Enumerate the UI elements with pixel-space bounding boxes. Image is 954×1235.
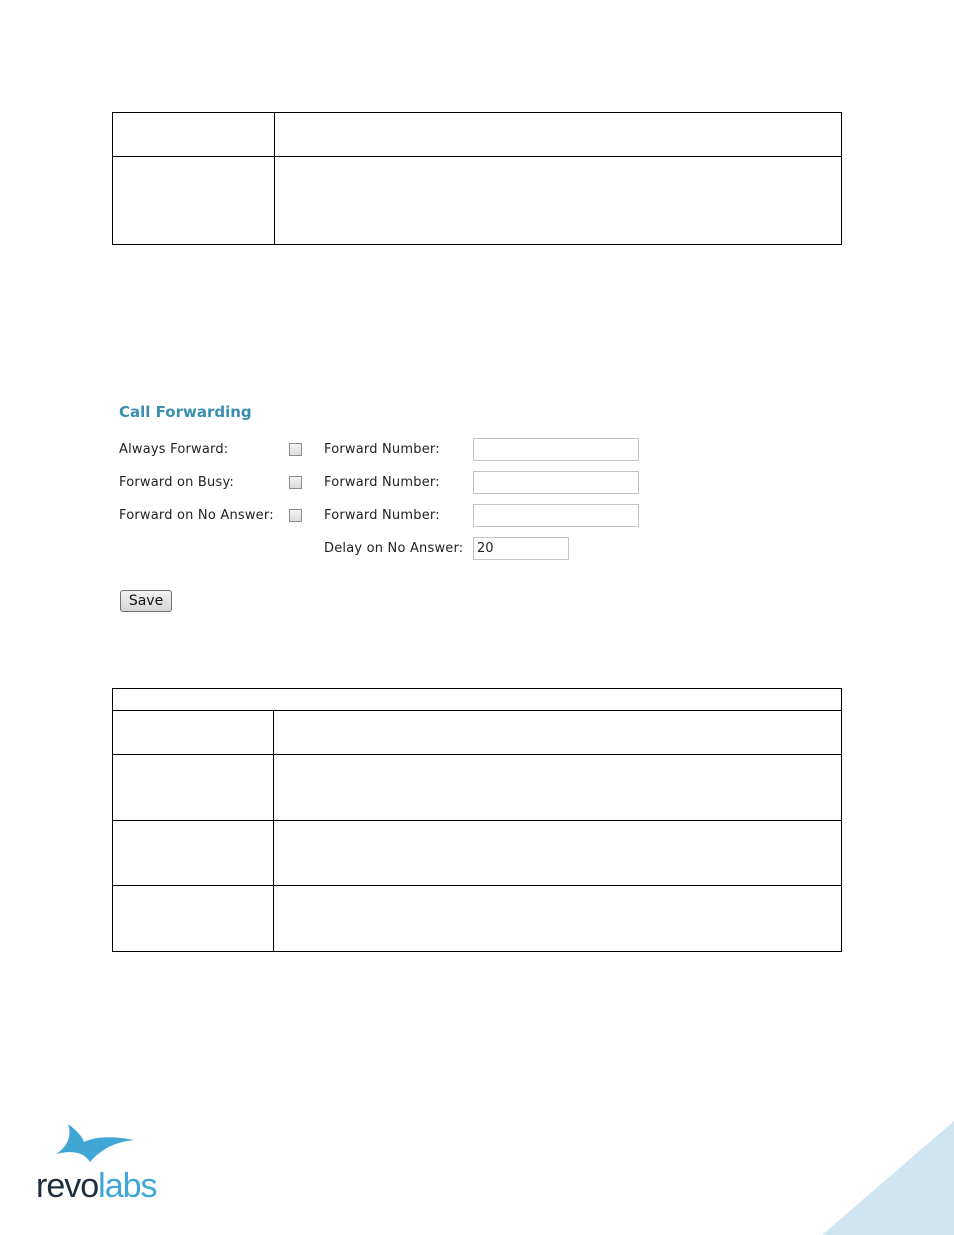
table-header-cell: [113, 689, 842, 711]
table-row: [113, 886, 842, 952]
table-cell: [113, 711, 274, 755]
forward-number-label: Forward Number:: [324, 442, 440, 457]
table-row: [113, 157, 842, 245]
delay-on-no-answer-label: Delay on No Answer:: [324, 541, 464, 556]
always-forward-number-input[interactable]: [473, 438, 639, 461]
table-row: [113, 821, 842, 886]
corner-triangle-decoration: [822, 1121, 954, 1235]
delay-on-no-answer-input[interactable]: [473, 537, 569, 560]
always-forward-label: Always Forward:: [119, 442, 229, 457]
table-row: [113, 113, 842, 157]
table-cell: [274, 755, 842, 821]
forward-number-label: Forward Number:: [324, 508, 440, 523]
table-cell: [113, 755, 274, 821]
table-row: [113, 689, 842, 711]
busy-forward-number-input[interactable]: [473, 471, 639, 494]
forward-number-label: Forward Number:: [324, 475, 440, 490]
table-row: [113, 711, 842, 755]
logo-text-revo: revo: [36, 1167, 99, 1205]
table-cell: [274, 711, 842, 755]
wave-icon: [54, 1122, 144, 1167]
save-button[interactable]: Save: [120, 590, 172, 612]
forward-on-busy-checkbox[interactable]: [289, 476, 302, 489]
table-cell: [274, 821, 842, 886]
always-forward-checkbox[interactable]: [289, 443, 302, 456]
table-cell: [113, 886, 274, 952]
logo-text-labs: labs: [98, 1167, 157, 1205]
call-forwarding-title: Call Forwarding: [119, 403, 252, 421]
forward-on-busy-label: Forward on Busy:: [119, 475, 234, 490]
table-row: [113, 755, 842, 821]
table-cell: [275, 157, 842, 245]
revolabs-logo: [36, 1122, 156, 1212]
forward-on-no-answer-label: Forward on No Answer:: [119, 508, 274, 523]
table-cell: [275, 113, 842, 157]
bottom-table: [112, 688, 842, 952]
table-cell: [113, 821, 274, 886]
table-cell: [274, 886, 842, 952]
table-cell: [113, 113, 275, 157]
table-cell: [113, 157, 275, 245]
no-answer-forward-number-input[interactable]: [473, 504, 639, 527]
forward-on-no-answer-checkbox[interactable]: [289, 509, 302, 522]
top-table: [112, 112, 842, 245]
